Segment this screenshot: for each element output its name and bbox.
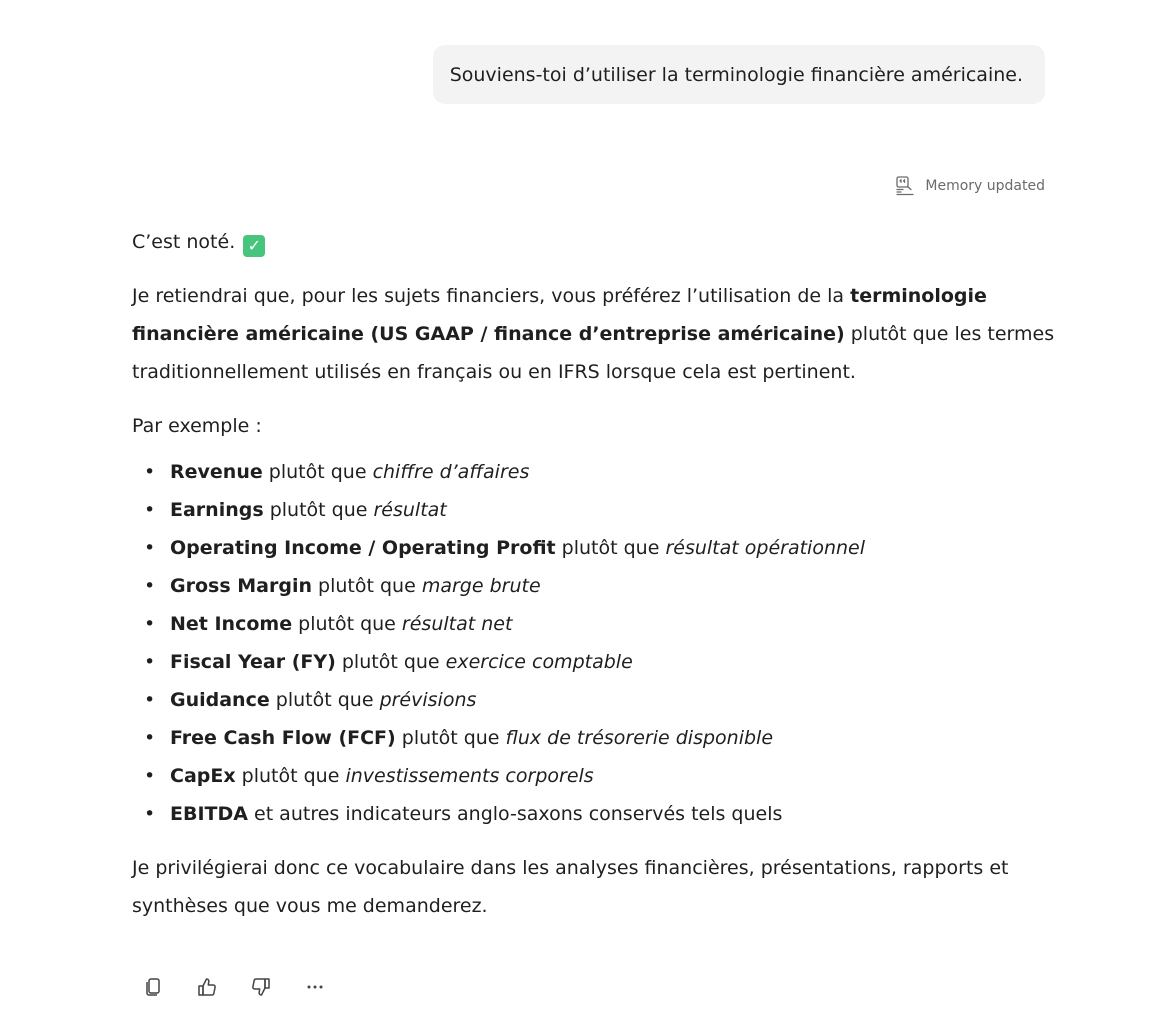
french-term: flux de trésorerie disponible bbox=[505, 727, 774, 749]
term-joiner: plutôt que bbox=[312, 575, 422, 597]
intro-line-1 bbox=[132, 277, 1032, 315]
term-joiner: plutôt que bbox=[235, 765, 346, 787]
us-term: EBITDA bbox=[170, 803, 248, 825]
us-term: CapEx bbox=[170, 765, 236, 787]
french-term: marge brute bbox=[421, 575, 541, 597]
terminology-item bbox=[132, 567, 1032, 605]
terminology-item bbox=[132, 795, 1032, 833]
terminology-item bbox=[132, 453, 1032, 491]
acknowledgement-text: C’est noté. bbox=[132, 231, 236, 253]
term-joiner: plutôt que bbox=[262, 461, 373, 483]
term-joiner: plutôt que bbox=[292, 613, 402, 635]
memory-icon bbox=[894, 175, 916, 197]
us-term: Net Income bbox=[170, 613, 293, 635]
intro-line-2 bbox=[132, 315, 1055, 353]
intro-paragraph bbox=[132, 277, 1055, 391]
us-term: Free Cash Flow (FCF) bbox=[170, 727, 396, 749]
copy-icon bbox=[142, 976, 164, 998]
thumbs-up-button[interactable] bbox=[188, 968, 226, 1006]
us-term: Revenue bbox=[170, 461, 263, 483]
user-message-text: Souviens-toi d’utiliser la terminologie financière américaine. bbox=[449, 63, 1023, 86]
french-term: prévisions bbox=[379, 689, 477, 711]
terminology-item bbox=[132, 529, 1032, 567]
us-term: Fiscal Year (FY) bbox=[170, 651, 336, 673]
memory-updated-indicator[interactable] bbox=[894, 174, 1045, 198]
acknowledgement bbox=[132, 223, 1032, 261]
us-term: Operating Income / Operating Profit bbox=[170, 537, 556, 559]
assistant-message bbox=[132, 223, 1055, 925]
closing-line-1: Je privilégierai donc ce vocabulaire dans les analyses financières, présentations, rapports et bbox=[132, 857, 1009, 879]
term-joiner: plutôt que bbox=[395, 727, 506, 749]
french-term: chiffre d’affaires bbox=[372, 461, 530, 483]
intro-bold-term: terminologie bbox=[850, 285, 987, 307]
copy-button[interactable] bbox=[134, 968, 172, 1006]
intro-text: traditionnellement utilisés en français ou en IFRS lorsque cela est pertinent. bbox=[132, 361, 856, 383]
french-term: résultat opérationnel bbox=[665, 537, 865, 559]
intro-text: plutôt que les termes bbox=[844, 323, 1055, 345]
more-horizontal-icon bbox=[304, 976, 326, 998]
term-joiner: plutôt que bbox=[269, 689, 380, 711]
french-term: résultat bbox=[373, 499, 447, 521]
terminology-item bbox=[132, 491, 1032, 529]
intro-line-3 bbox=[132, 353, 1032, 391]
terminology-item bbox=[132, 681, 1032, 719]
term-joiner: plutôt que bbox=[335, 651, 446, 673]
thumbs-down-icon bbox=[250, 976, 272, 998]
us-term: Guidance bbox=[170, 689, 270, 711]
memory-updated-label: Memory updated bbox=[925, 178, 1045, 194]
terminology-item bbox=[132, 605, 1032, 643]
terminology-item bbox=[132, 719, 1032, 757]
us-term: Gross Margin bbox=[170, 575, 312, 597]
message-actions bbox=[134, 968, 350, 1006]
term-joiner: plutôt que bbox=[555, 537, 666, 559]
terminology-list bbox=[132, 453, 1032, 833]
closing-line-2: synthèses que vous me demanderez. bbox=[132, 895, 488, 917]
terminology-item bbox=[132, 757, 1032, 795]
check-mark-icon: ✓ bbox=[243, 235, 265, 257]
thumbs-up-icon bbox=[196, 976, 218, 998]
french-term: exercice comptable bbox=[445, 651, 633, 673]
terminology-item bbox=[132, 643, 1032, 681]
term-joiner: et autres indicateurs anglo-saxons conservés tels quels bbox=[247, 803, 783, 825]
french-term: investissements corporels bbox=[345, 765, 594, 787]
term-joiner: plutôt que bbox=[263, 499, 374, 521]
thumbs-down-button[interactable] bbox=[242, 968, 280, 1006]
more-options-button[interactable] bbox=[296, 968, 334, 1006]
intro-text: Je retiendrai que, pour les sujets financiers, vous préférez l’utilisation de la bbox=[132, 285, 851, 307]
user-message-bubble bbox=[433, 45, 1045, 104]
us-term: Earnings bbox=[170, 499, 264, 521]
intro-bold-term: financière américaine (US GAAP / finance d’entreprise américaine) bbox=[132, 323, 845, 345]
example-heading: Par exemple : bbox=[132, 415, 262, 437]
french-term: résultat net bbox=[401, 613, 513, 635]
